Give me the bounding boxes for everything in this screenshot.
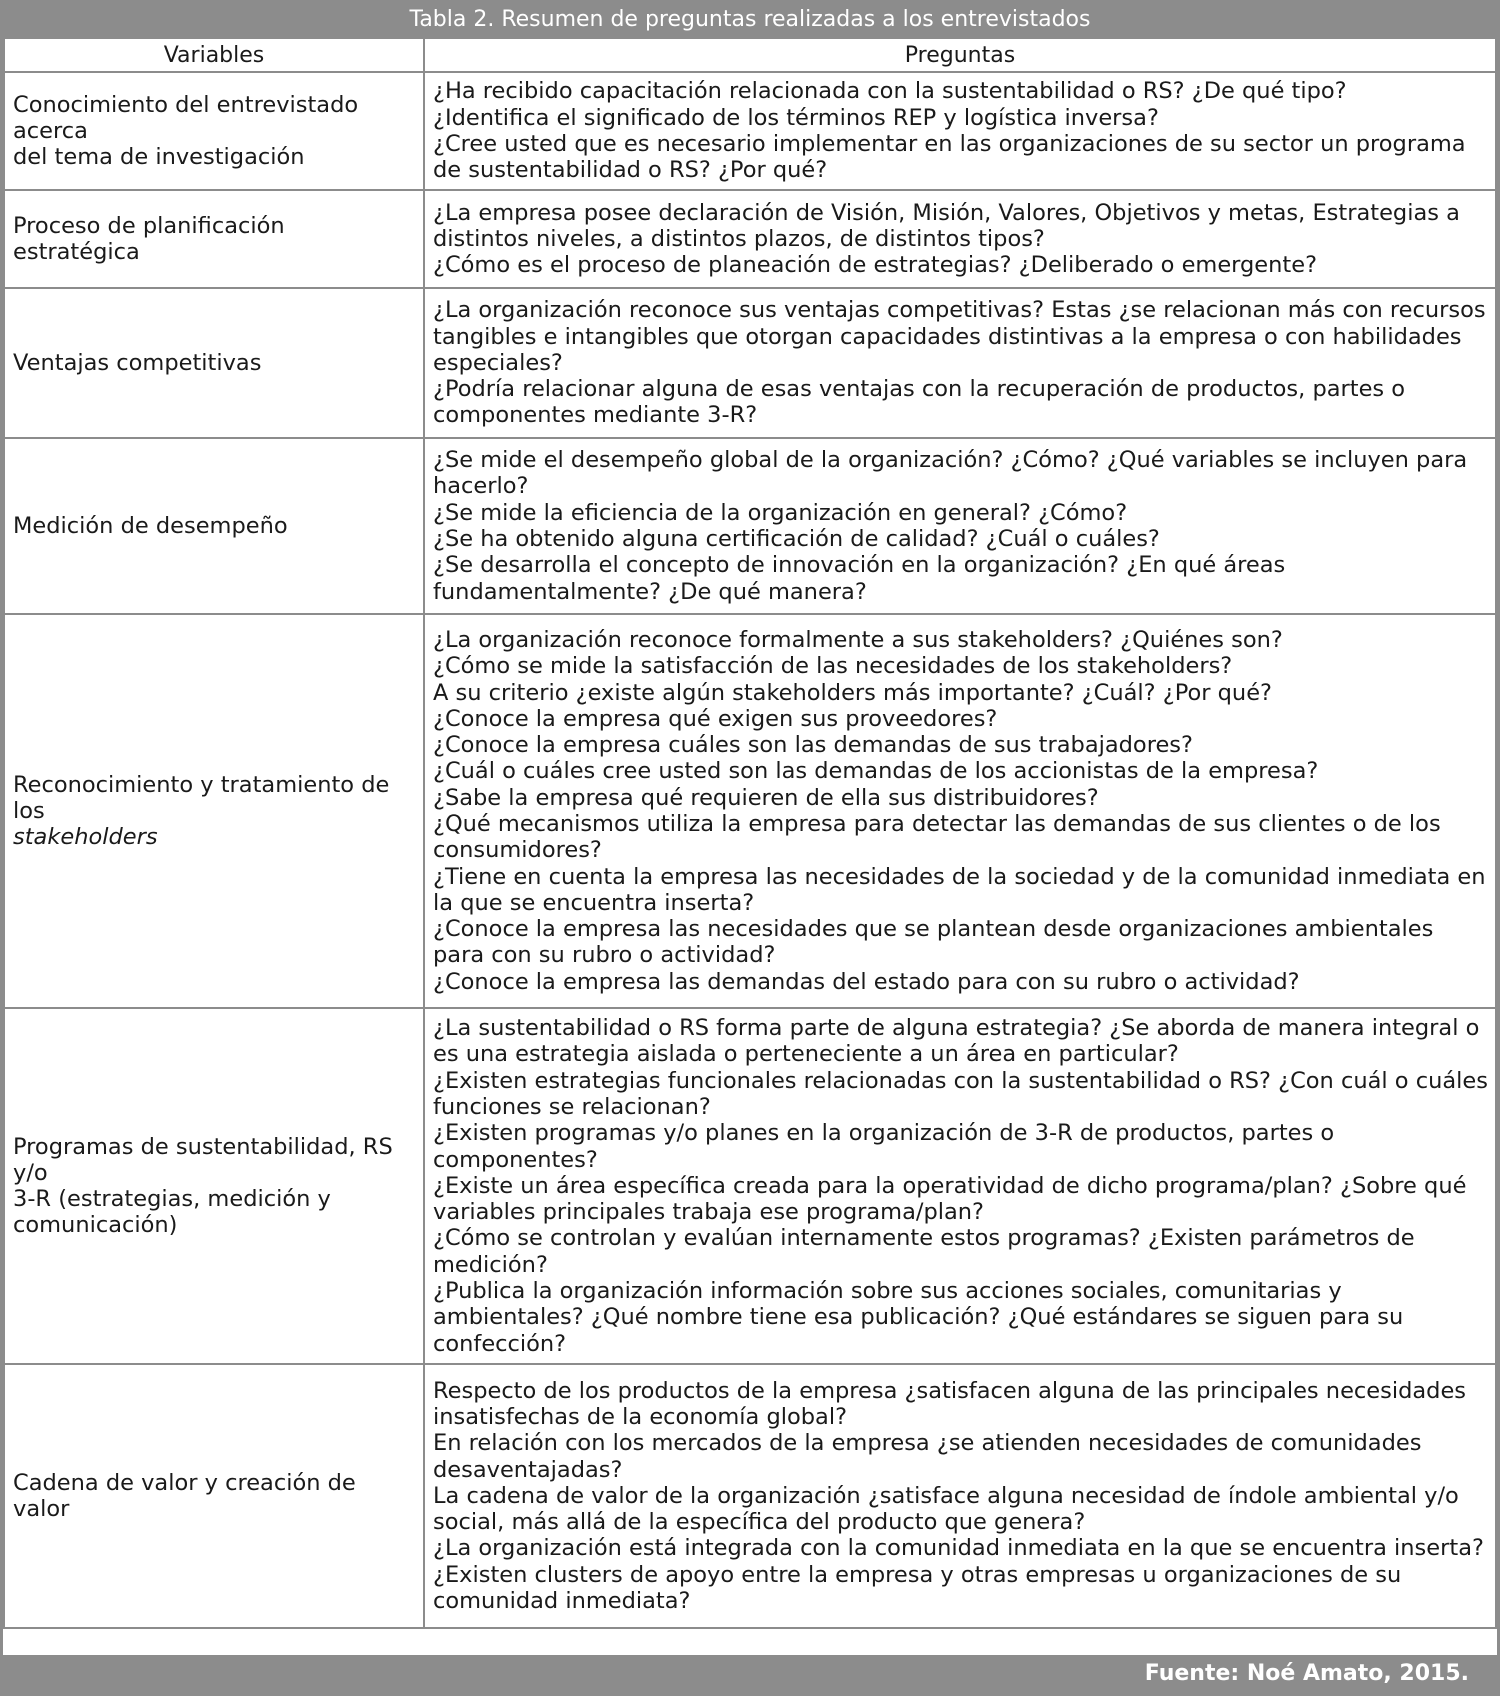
variable-text: Cadena de valor y creación de valor <box>13 1470 356 1522</box>
variable-text: Conocimiento del entrevistado acerca <box>13 92 359 144</box>
question-text: Respecto de los productos de la empresa ¿satisfacen alguna de las principales necesidades <box>433 1377 1467 1404</box>
question-text: ¿Existe un área específica creada para la operatividad de dicho programa/plan? ¿Sobre qué <box>433 1172 1467 1199</box>
table-title: Tabla 2. Resumen de preguntas realizadas a los entrevistados <box>3 3 1497 37</box>
question-text: ¿Tiene en cuenta la empresa las necesidades de la sociedad y de la comunidad inmediata en <box>433 863 1486 890</box>
question-text: desaventajadas? <box>433 1456 623 1483</box>
table-row <box>4 1008 1496 1364</box>
question-text: consumidores? <box>433 837 602 864</box>
question-text: de sustentabilidad o RS? ¿Por qué? <box>433 157 828 184</box>
question-text: ¿Cómo se controlan y evalúan internamente estos programas? ¿Existen parámetros de <box>433 1225 1415 1252</box>
question-text: ¿Cuál o cuáles cree usted son las demandas de los accionistas de la empresa? <box>433 758 1319 785</box>
question-text: ¿Existen clusters de apoyo entre la empresa y otras empresas u organizaciones de su <box>433 1561 1402 1588</box>
questions-cell <box>424 614 1496 1008</box>
variable-cell <box>4 72 424 190</box>
question-text: ¿La sustentabilidad o RS forma parte de alguna estrategia? ¿Se aborda de manera integral o <box>433 1015 1480 1042</box>
table-row <box>4 438 1496 614</box>
variable-text: stakeholders <box>13 824 158 850</box>
table-row <box>4 1364 1496 1628</box>
question-text: funciones se relacionan? <box>433 1093 711 1120</box>
question-text: ¿Se mide la eficiencia de la organización en general? ¿Cómo? <box>433 499 1128 526</box>
question-text: especiales? <box>433 349 563 376</box>
table-body <box>4 72 1496 1628</box>
variable-cell <box>4 288 424 438</box>
question-text: distintos niveles, a distintos plazos, de distintos tipos? <box>433 225 1045 252</box>
question-text: social, más allá de la específica del producto que genera? <box>433 1509 1086 1536</box>
variable-cell <box>4 438 424 614</box>
question-text: ¿Existen estrategias funcionales relacionadas con la sustentabilidad o RS? ¿Con cuál o cuáles <box>433 1067 1488 1094</box>
question-text: fundamentalmente? ¿De qué manera? <box>433 578 867 605</box>
question-text: es una estrategia aislada o perteneciente a un área en particular? <box>433 1041 1179 1068</box>
question-text: para con su rubro o actividad? <box>433 942 776 969</box>
question-text: ¿La organización reconoce sus ventajas competitivas? Estas ¿se relacionan más con recursos <box>433 297 1486 324</box>
question-text: componentes mediante 3-R? <box>433 402 758 429</box>
question-text: confección? <box>433 1330 567 1357</box>
question-text: ¿Publica la organización información sobre sus acciones sociales, comunitarias y <box>433 1278 1342 1305</box>
question-text: ¿Ha recibido capacitación relacionada con la sustentabilidad o RS? ¿De qué tipo? <box>433 78 1347 105</box>
question-text: ¿Sabe la empresa qué requieren de ella sus distribuidores? <box>433 784 1099 811</box>
question-text: ¿Se ha obtenido alguna certificación de calidad? ¿Cuál o cuáles? <box>433 526 1160 552</box>
question-text: ¿Existen programas y/o planes en la organización de 3-R de productos, partes o <box>433 1120 1335 1147</box>
questions-cell <box>424 1364 1496 1628</box>
question-text: ¿Conoce la empresa las demandas del estado para con su rubro o actividad? <box>433 968 1300 995</box>
table-row <box>4 190 1496 288</box>
question-text: ¿La organización está integrada con la comunidad inmediata en la que se encuentra inserta? <box>433 1535 1484 1562</box>
question-text: ¿Se mide el desempeño global de la organización? ¿Cómo? ¿Qué variables se incluyen para <box>433 447 1468 474</box>
question-text: ¿La empresa posee declaración de Visión, Misión, Valores, Objetivos y metas, Estrategias a <box>433 199 1460 226</box>
question-text: ¿Cree usted que es necesario implementar en las organizaciones de su sector un programa <box>433 131 1466 157</box>
questions-cell <box>424 1008 1496 1364</box>
variable-text: Programas de sustentabilidad, RS y/o <box>13 1134 393 1186</box>
question-text: hacerlo? <box>433 473 529 500</box>
variable-cell <box>4 614 424 1008</box>
variable-cell <box>4 1008 424 1364</box>
variable-cell <box>4 1364 424 1628</box>
variable-text: Proceso de planificación estratégica <box>13 213 285 265</box>
question-text: ¿Podría relacionar alguna de esas ventajas con la recuperación de productos, partes o <box>433 376 1406 403</box>
question-text: ¿Cómo es el proceso de planeación de estrategias? ¿Deliberado o emergente? <box>433 252 1318 279</box>
source-note: Fuente: Noé Amato, 2015. <box>3 1655 1497 1693</box>
header-row <box>4 38 1496 72</box>
questions-cell <box>424 190 1496 288</box>
questions-cell <box>424 72 1496 190</box>
variable-text: 3-R (estrategias, medición y <box>13 1186 331 1212</box>
question-text: medición? <box>433 1251 548 1278</box>
question-text: ¿Qué mecanismos utiliza la empresa para detectar las demandas de sus clientes o de los <box>433 811 1441 837</box>
variable-text: del tema de investigación <box>13 144 305 170</box>
question-text: variables principales trabaja ese programa/plan? <box>433 1199 984 1226</box>
questions-cell <box>424 288 1496 438</box>
question-text: ¿Se desarrolla el concepto de innovación en la organización? ¿En qué áreas <box>433 552 1286 579</box>
question-text: En relación con los mercados de la empresa ¿se atienden necesidades de comunidades <box>433 1430 1422 1457</box>
variable-text: Ventajas competitivas <box>13 350 262 376</box>
variable-text: Medición de desempeño <box>13 513 288 539</box>
variable-text: Reconocimiento y tratamiento de los <box>13 772 390 824</box>
question-text: insatisfechas de la economía global? <box>433 1403 848 1430</box>
question-text: La cadena de valor de la organización ¿satisface alguna necesidad de índole ambiental y/o <box>433 1482 1459 1509</box>
question-text: ambientales? ¿Qué nombre tiene esa publicación? ¿Qué estándares se siguen para su <box>433 1304 1404 1331</box>
question-text: componentes? <box>433 1146 598 1173</box>
question-text: tangibles e intangibles que otorgan capacidades distintivas a la empresa o con habilidades <box>433 323 1462 350</box>
variable-cell <box>4 190 424 288</box>
table-row <box>4 72 1496 190</box>
question-text: ¿Cómo se mide la satisfacción de las necesidades de los stakeholders? <box>433 653 1233 680</box>
table-row <box>4 614 1496 1008</box>
header-preguntas: Preguntas <box>424 38 1496 72</box>
question-text: ¿Identifica el significado de los términos REP y logística inversa? <box>433 104 1159 131</box>
header-variables: Variables <box>4 38 424 72</box>
questions-table <box>3 37 1497 1629</box>
question-text: la que se encuentra inserta? <box>433 889 755 916</box>
question-text: A su criterio ¿existe algún stakeholders más importante? ¿Cuál? ¿Por qué? <box>433 679 1272 706</box>
questions-cell <box>424 438 1496 614</box>
variable-text: comunicación) <box>13 1212 178 1238</box>
table-row <box>4 288 1496 438</box>
question-text: comunidad inmediata? <box>433 1588 691 1615</box>
question-text: ¿Conoce la empresa qué exigen sus proveedores? <box>433 705 998 732</box>
question-text: ¿Conoce la empresa cuáles son las demandas de sus trabajadores? <box>433 732 1193 759</box>
question-text: ¿La organización reconoce formalmente a sus stakeholders? ¿Quiénes son? <box>433 626 1283 653</box>
question-text: ¿Conoce la empresa las necesidades que se plantean desde organizaciones ambientales <box>433 916 1434 943</box>
